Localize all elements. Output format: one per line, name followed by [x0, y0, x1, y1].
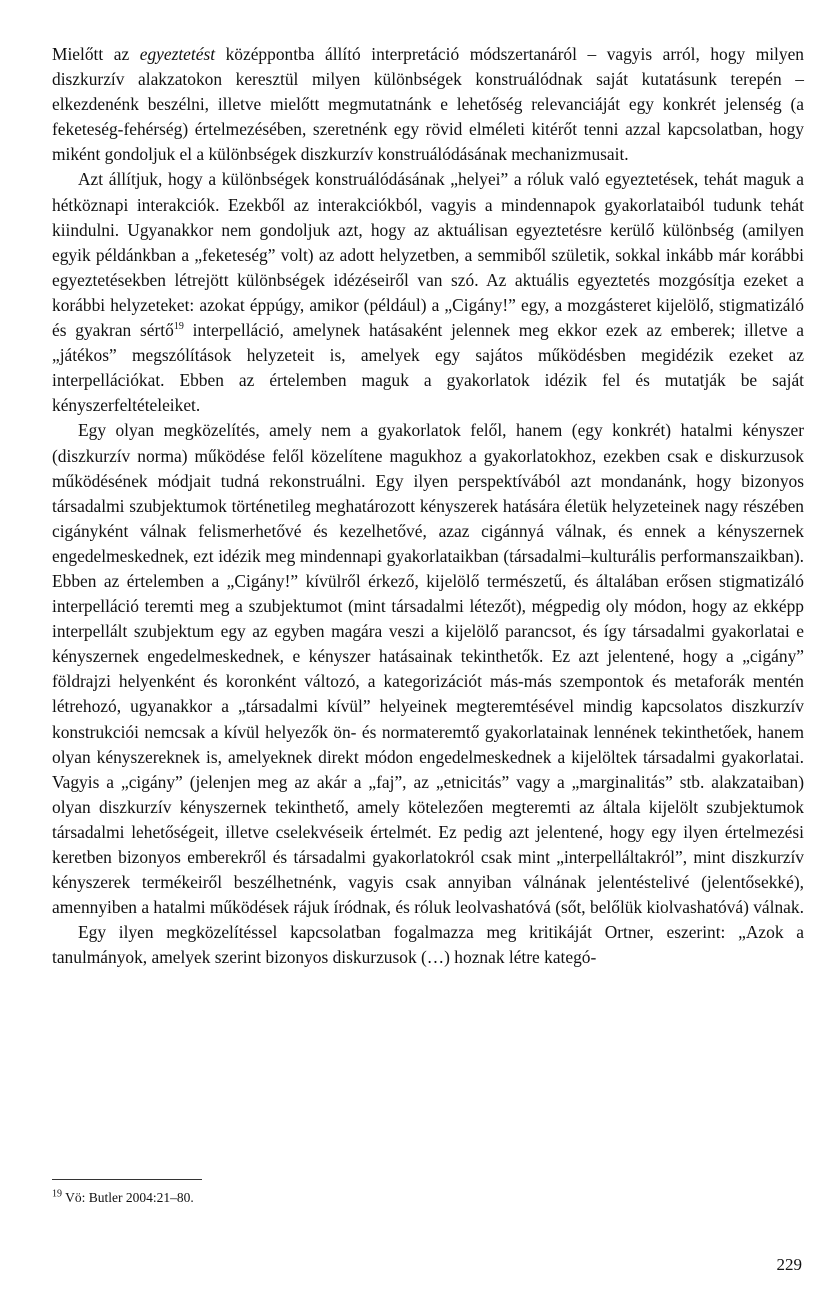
page-number: 229: [776, 1255, 802, 1274]
page-body: [52, 42, 804, 970]
paragraph-2-text-b: interpelláció, amelynek hatásaként jelennek meg ekkor ezek az emberek; illetve a „játékos” megszólítások helyzeteit is, amelyek egy sajátos működésben megidézik ezeket az interpellációkat. Ebben az értelemben maguk a gyakorlatok idézik fel és mutatják be saját kényszerfeltételeiket.: [52, 320, 805, 416]
footnote-marker: 19: [52, 1188, 62, 1200]
paragraph-4: Egy ilyen megközelítéssel kapcsolatban fogalmazza meg kritikáját Ortner, eszerint: „Azok a tanulmányok, amelyek szerint bizonyos diskurzusok (…) hoznak létre kategó-: [52, 922, 804, 968]
footnote: [52, 1189, 194, 1207]
paragraph-1-text-a: Mielőtt az: [52, 44, 140, 64]
paragraph-1: [52, 42, 804, 167]
footnote-text: Vö: Butler 2004:21–80.: [65, 1190, 194, 1205]
footnote-divider: [52, 1179, 202, 1180]
paragraph-3: Egy olyan megközelítés, amely nem a gyakorlatok felől, hanem (egy konkrét) hatalmi kényszer (diszkurzív norma) működése felől közelítene magukhoz a gyakorlatokhoz, ezekben csak e diskurzusok működésének módjait tudná rekonstruálni. Egy ilyen perspektívából azt mondanánk, hogy bizonyos társadalmi szubjektumok történetileg meghatározott kényszerek hatására életük helyzeteinek nagy részében cigányként válnak felismerhetővé és kezelhetővé, azaz cigánnyá válnak, és ennek a kényszernek engedelmeskednek, ezt idézik meg mindennapi gyakorlataikban (társadalmi–kulturális performanszaikban). Ebben az értelemben a „Cigány!” kívülről érkező, kijelölő természetű, és általában erősen stigmatizáló interpelláció teremti meg a szubjektumot (mint társadalmi létezőt), mégpedig oly módon, hogy az ekképp interpellált szubjektum egy az egyben magára veszi a kijelölő parancsot, és így társadalmi gyakorlatai e kényszernek engedelmeskednek, e kényszer hatásainak tekinthetők. Ez azt jelentené, hogy a „cigány” földrajzi helyenként és koronként változó, a kategorizációt más-más szempontok és metaforák mentén létrehozó, ugyanakkor a „társadalmi kívül” helyeinek megteremtésével mindig kapcsolatos diszkurzív konstrukciói nemcsak a kívül helyezők ön- és normateremtő gyakorlatainak lennének tekinthetőek, hanem olyan kényszereknek is, amelyeknek direkt módon engedelmeskednek a kijelöltek társadalmi gyakorlatai. Vagyis a „cigány” (jelenjen meg az akár a „faj”, az „etnicitás” vagy a „marginalitás” stb. alakzataiban) olyan diszkurzív kényszernek tekinthető, amely kötelezően megteremti az általa kijelölt szubjektumok társadalmi lehetőségeit, illetve cselekvéseik értelmét. Ez pedig azt jelentené, hogy egy ilyen értelmezési keretben bizonyos emberekről és társadalmi gyakorlatokról csak mint „interpelláltakról”, mint diszkurzív kényszerek termékeiről beszélhetnénk, vagyis csak annyiban válnának jelentéstelivé (jelentősekké), amennyiben a hatalmi működések rájuk íródnak, és róluk leolvashatóvá (sőt, belőlük kiolvashatóvá) válnak.: [52, 420, 804, 918]
paragraph-1-text-b: középpontba állító interpretáció módszertanáról – vagyis arról, hogy milyen diszkurzív alakzatokon keresztül milyen különbségek konstruálódnak saját kutatásunk terepén – elkezdenénk beszélni, illetve mielőtt megmutatnánk e lehetőség relevanciáját egy konkrét jelenség (a feketeség-fehérség) értelmezésében, szeretnénk egy rövid elméleti kitérőt tenni azzal kapcsolatban, hogy miként gondoljuk el a különbségek diszkurzív konstruálódásának mechanizmusait.: [52, 44, 804, 165]
emphasis-egyeztetest: egyeztetést: [139, 44, 216, 64]
paragraph-2-text-a: Azt állítjuk, hogy a különbségek konstruálódásának „helyei” a róluk való egyeztetések, tehát maguk a hétköznapi interakciók. Ezekből az interakciókból, vagyis a mindennapok gyakorlataiból tudunk tehát kiindulni. Ugyanakkor nem gondoljuk azt, hogy az aktuálisan egyeztetésre kerülő különbség (amilyen egyik példánkban a „feketeség” volt) az adott helyzetben, a semmiből születik, sokkal inkább már korábbi egyeztetésekben létrejött különbségek idézéseiről van szó. Az aktuális egyeztetés mozgósítja ezeket a korábbi helyzeteket: azokat éppúgy, amikor (például) a „Cigány!” egy, a mozgásteret kijelölő, stigmatizáló és gyakran sértő: [52, 169, 804, 341]
footnote-reference[interactable]: 19: [173, 321, 184, 333]
paragraph-2: [52, 167, 804, 418]
